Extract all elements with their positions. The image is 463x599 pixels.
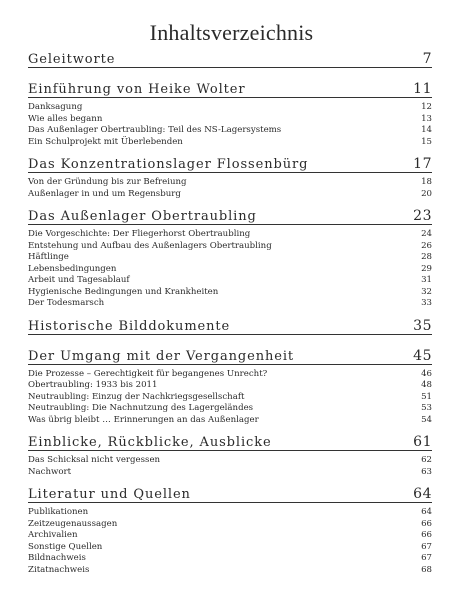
entry-page-number: 28 [421,252,432,262]
entry-title: Hygienische Bedingungen und Krankheiten [28,286,219,297]
section-entries [28,503,432,581]
entry-title: Was übrig bleibt … Erinnerungen an das Außenlager [28,414,259,425]
entry-title: Die Prozesse – Gerechtigkeit für begangenes Unrecht? [28,368,268,379]
entry-page-number: 62 [421,455,432,465]
entry-title: Danksagung [28,102,83,112]
toc-entry[interactable] [28,553,432,565]
section-entries [28,335,432,345]
entry-page-number: 31 [421,275,432,285]
section-heading[interactable] [28,483,432,503]
section-title: Geleitworte [28,52,116,67]
section-title: Einblicke, Rückblicke, Ausblicke [28,435,272,450]
entry-page-number: 66 [421,530,432,540]
section-entries [28,173,432,205]
entry-page-number: 20 [421,188,432,199]
entry-page-number: 67 [421,553,432,563]
section-entries [28,451,432,483]
toc-section [28,78,432,153]
toc-entry[interactable] [28,380,432,392]
entry-page-number: 64 [421,507,432,517]
section-heading[interactable] [28,78,432,98]
toc-section [28,205,432,315]
toc-entry[interactable] [28,565,432,577]
toc-entry[interactable] [28,369,432,381]
section-title: Das Konzentrationslager Flossenbürg [28,157,309,172]
toc-entry[interactable] [28,287,432,299]
entry-title: Sonstige Quellen [28,541,103,552]
entry-page-number: 54 [421,414,432,425]
entry-title: Ein Schulprojekt mit Überlebenden [28,136,183,147]
entry-title: Arbeit und Tagesablauf [28,275,130,285]
entry-title: Entstehung und Aufbau des Außenlagers Obertraubling [28,240,272,251]
entry-title: Lebensbedingungen [28,263,117,274]
entry-title: Häftlinge [28,252,69,262]
entry-page-number: 63 [421,466,432,477]
entry-title: Das Außenlager Obertraubling: Teil des NS-Lagersystems [28,125,282,135]
section-entries [28,225,432,315]
section-page-number: 64 [413,486,432,502]
toc-entry[interactable] [28,415,432,427]
section-page-number: 7 [422,51,432,67]
toc-section [28,153,432,205]
entry-title: Neutraubling: Die Nachnutzung des Lagergeländes [28,403,254,413]
toc-entry[interactable] [28,467,432,479]
toc-entry[interactable] [28,507,432,519]
entry-page-number: 68 [421,564,432,575]
toc-section [28,345,432,432]
entry-page-number: 26 [421,240,432,251]
toc-entry[interactable] [28,519,432,531]
section-heading[interactable] [28,153,432,173]
entry-page-number: 53 [421,403,432,413]
toc-section [28,315,432,345]
entry-page-number: 48 [421,380,432,390]
toc-section [28,48,432,78]
toc-entry[interactable] [28,114,432,126]
toc-entry[interactable] [28,275,432,287]
section-heading[interactable] [28,345,432,365]
entry-title: Zeitzeugenaussagen [28,518,118,529]
toc-entry[interactable] [28,530,432,542]
entry-title: Das Schicksal nicht vergessen [28,455,161,465]
entry-title: Wie alles begann [28,113,103,124]
section-heading[interactable] [28,431,432,451]
toc-entry[interactable] [28,137,432,149]
section-entries [28,365,432,432]
entry-page-number: 32 [421,286,432,297]
section-title: Einführung von Heike Wolter [28,82,246,97]
page-title: Inhaltsverzeichnis [149,20,314,45]
section-page-number: 11 [413,81,432,97]
entry-page-number: 67 [421,541,432,552]
entry-title: Der Todesmarsch [28,298,105,308]
section-entries [28,98,432,153]
toc-entry[interactable] [28,403,432,415]
section-page-number: 23 [413,208,432,224]
entry-title: Archivalien [28,530,78,540]
section-page-number: 35 [413,317,432,334]
section-page-number: 45 [413,347,432,364]
section-title: Der Umgang mit der Vergangenheit [28,348,295,364]
entry-page-number: 29 [421,263,432,274]
section-heading[interactable] [28,205,432,225]
toc-entry[interactable] [28,264,432,276]
toc-entry[interactable] [28,252,432,264]
toc-entry[interactable] [28,177,432,189]
entry-page-number: 66 [421,518,432,529]
entry-title: Außenlager in und um Regensburg [28,188,181,199]
entry-page-number: 24 [421,229,432,239]
entry-page-number: 46 [421,368,432,379]
entry-title: Die Vorgeschichte: Der Fliegerhorst Obertraubling [28,229,251,239]
toc-entry[interactable] [28,241,432,253]
table-of-contents [28,48,432,581]
entry-title: Neutraubling: Einzug der Nachkriegsgesellschaft [28,391,245,402]
section-entries [28,68,432,78]
entry-page-number: 18 [421,177,432,187]
entry-title: Bildnachweis [28,553,86,563]
section-title: Das Außenlager Obertraubling [28,209,257,224]
section-heading[interactable] [28,48,432,68]
section-page-number: 17 [413,156,432,172]
entry-page-number: 12 [421,102,432,112]
entry-page-number: 15 [421,136,432,147]
entry-page-number: 13 [421,113,432,124]
entry-page-number: 51 [421,391,432,402]
toc-section [28,483,432,581]
section-heading[interactable] [28,315,432,335]
toc-entry[interactable] [28,392,432,404]
entry-page-number: 14 [421,125,432,135]
section-title: Literatur und Quellen [28,487,191,502]
section-page-number: 61 [413,434,432,450]
toc-entry[interactable] [28,102,432,114]
toc-entry[interactable] [28,125,432,137]
entry-title: Von der Gründung bis zur Befreiung [28,177,187,187]
toc-entry[interactable] [28,189,432,201]
toc-entry[interactable] [28,229,432,241]
entry-title: Zitatnachweis [28,564,90,575]
toc-entry[interactable] [28,298,432,310]
toc-entry[interactable] [28,542,432,554]
toc-entry[interactable] [28,455,432,467]
section-title: Historische Bilddokumente [28,318,231,334]
entry-page-number: 33 [421,298,432,308]
entry-title: Obertraubling: 1933 bis 2011 [28,380,158,390]
entry-title: Nachwort [28,466,72,477]
entry-title: Publikationen [28,507,89,517]
toc-section [28,431,432,483]
